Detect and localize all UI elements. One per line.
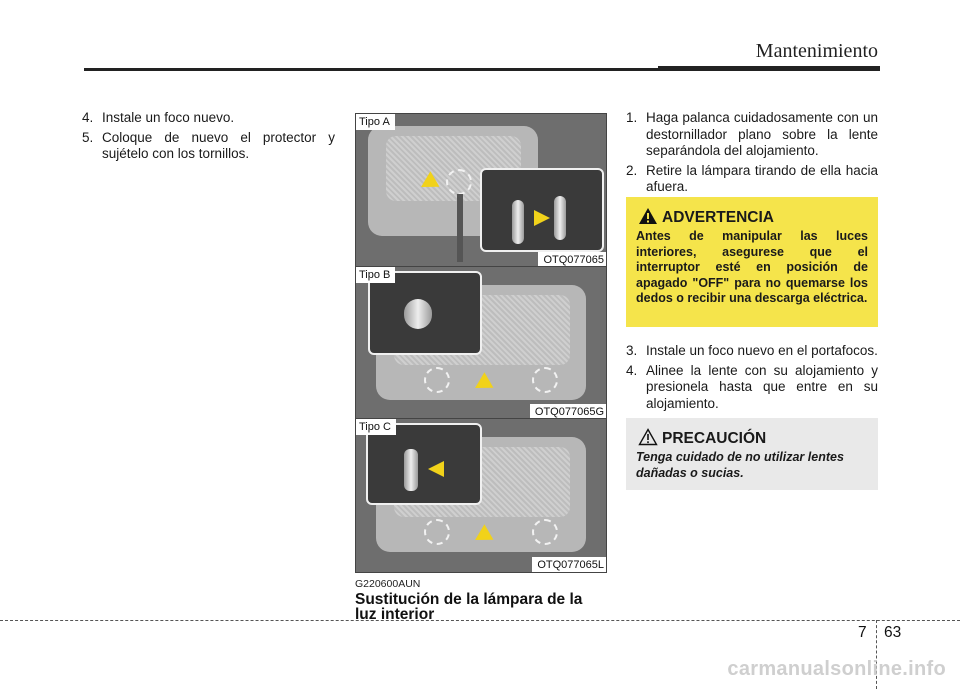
step-item [626, 363, 878, 413]
chapter-number: 7 [858, 624, 867, 641]
figure-type-c [355, 418, 607, 573]
festoon-bulb-alt [554, 196, 566, 240]
warning-box [626, 197, 878, 327]
figure-code: OTQ077065L [532, 557, 606, 572]
step-number: 4. [626, 362, 638, 378]
step-text: Instale un foco nuevo. [102, 110, 235, 125]
figure-type-label: Tipo B [356, 267, 395, 283]
right-column-steps-top [626, 110, 878, 199]
right-column-steps-bottom [626, 343, 878, 415]
section-code: G220600AUN [355, 578, 421, 590]
header-rule-accent [658, 66, 880, 71]
clip-marker [424, 519, 450, 545]
caution-body: Tenga cuidado de no utilizar lentes dañadas o sucias. [636, 450, 844, 480]
step-item [626, 163, 878, 196]
insert-arrow-icon [534, 210, 550, 226]
caution-box [626, 418, 878, 490]
clip-marker [446, 169, 472, 195]
bulb-detail-inset [366, 423, 482, 505]
figure-type-a [355, 113, 607, 268]
caution-triangle-icon [638, 428, 658, 446]
clip-marker [532, 367, 558, 393]
lamp-stand [457, 194, 463, 262]
running-header-title: Mantenimiento [755, 40, 878, 62]
insert-arrow-icon [428, 461, 444, 477]
step-item [82, 110, 335, 127]
step-text: Coloque de nuevo el protector y sujételo con los tornillos. [102, 129, 335, 161]
figure-type-label: Tipo A [356, 114, 395, 130]
left-column-steps [82, 110, 335, 166]
step-text: Haga palanca cuidadosamente con un destornillador plano sobre la lente separándola del alojamiento. [646, 110, 878, 158]
step-item [626, 110, 878, 160]
figure-type-b [355, 266, 607, 420]
figure-code: OTQ077065 [538, 252, 606, 267]
warning-triangle-icon [638, 207, 658, 225]
figure-type-label: Tipo C [356, 419, 396, 435]
step-text: Alinee la lente con su alojamiento y presionela hasta que entre en su alojamiento. [646, 362, 878, 411]
clip-marker [424, 367, 450, 393]
figure-code: OTQ077065G [530, 404, 606, 419]
page-number: 63 [884, 624, 902, 641]
warning-body: Antes de manipular las luces interiores, asegurese que el interruptor esté en posición de apagado "OFF" para no quemarse los dedos o recibir una descarga eléctrica. [636, 229, 868, 305]
step-number: 2. [626, 162, 638, 178]
step-item [626, 343, 878, 360]
festoon-bulb [404, 449, 418, 491]
step-item [82, 130, 335, 163]
step-number: 3. [626, 343, 638, 358]
bulb-detail-inset [368, 271, 482, 355]
step-text: Instale un foco nuevo en el portafocos. [646, 343, 878, 358]
festoon-bulb [512, 200, 524, 244]
step-number: 1. [626, 110, 638, 125]
bulb-detail-inset [480, 168, 604, 252]
caution-title: PRECAUCIÓN [662, 430, 767, 447]
warning-title: ADVERTENCIA [662, 209, 774, 226]
watermark-text: carmanualsonline.info [727, 658, 946, 680]
footer-rule [0, 620, 960, 621]
clip-marker [532, 519, 558, 545]
step-text: Retire la lámpara tirando de ella hacia afuera. [646, 162, 878, 194]
section-title: Sustitución de la lámpara de la luz interior [355, 591, 583, 623]
wedge-bulb [404, 299, 432, 329]
step-number: 4. [82, 110, 94, 125]
step-number: 5. [82, 129, 94, 145]
